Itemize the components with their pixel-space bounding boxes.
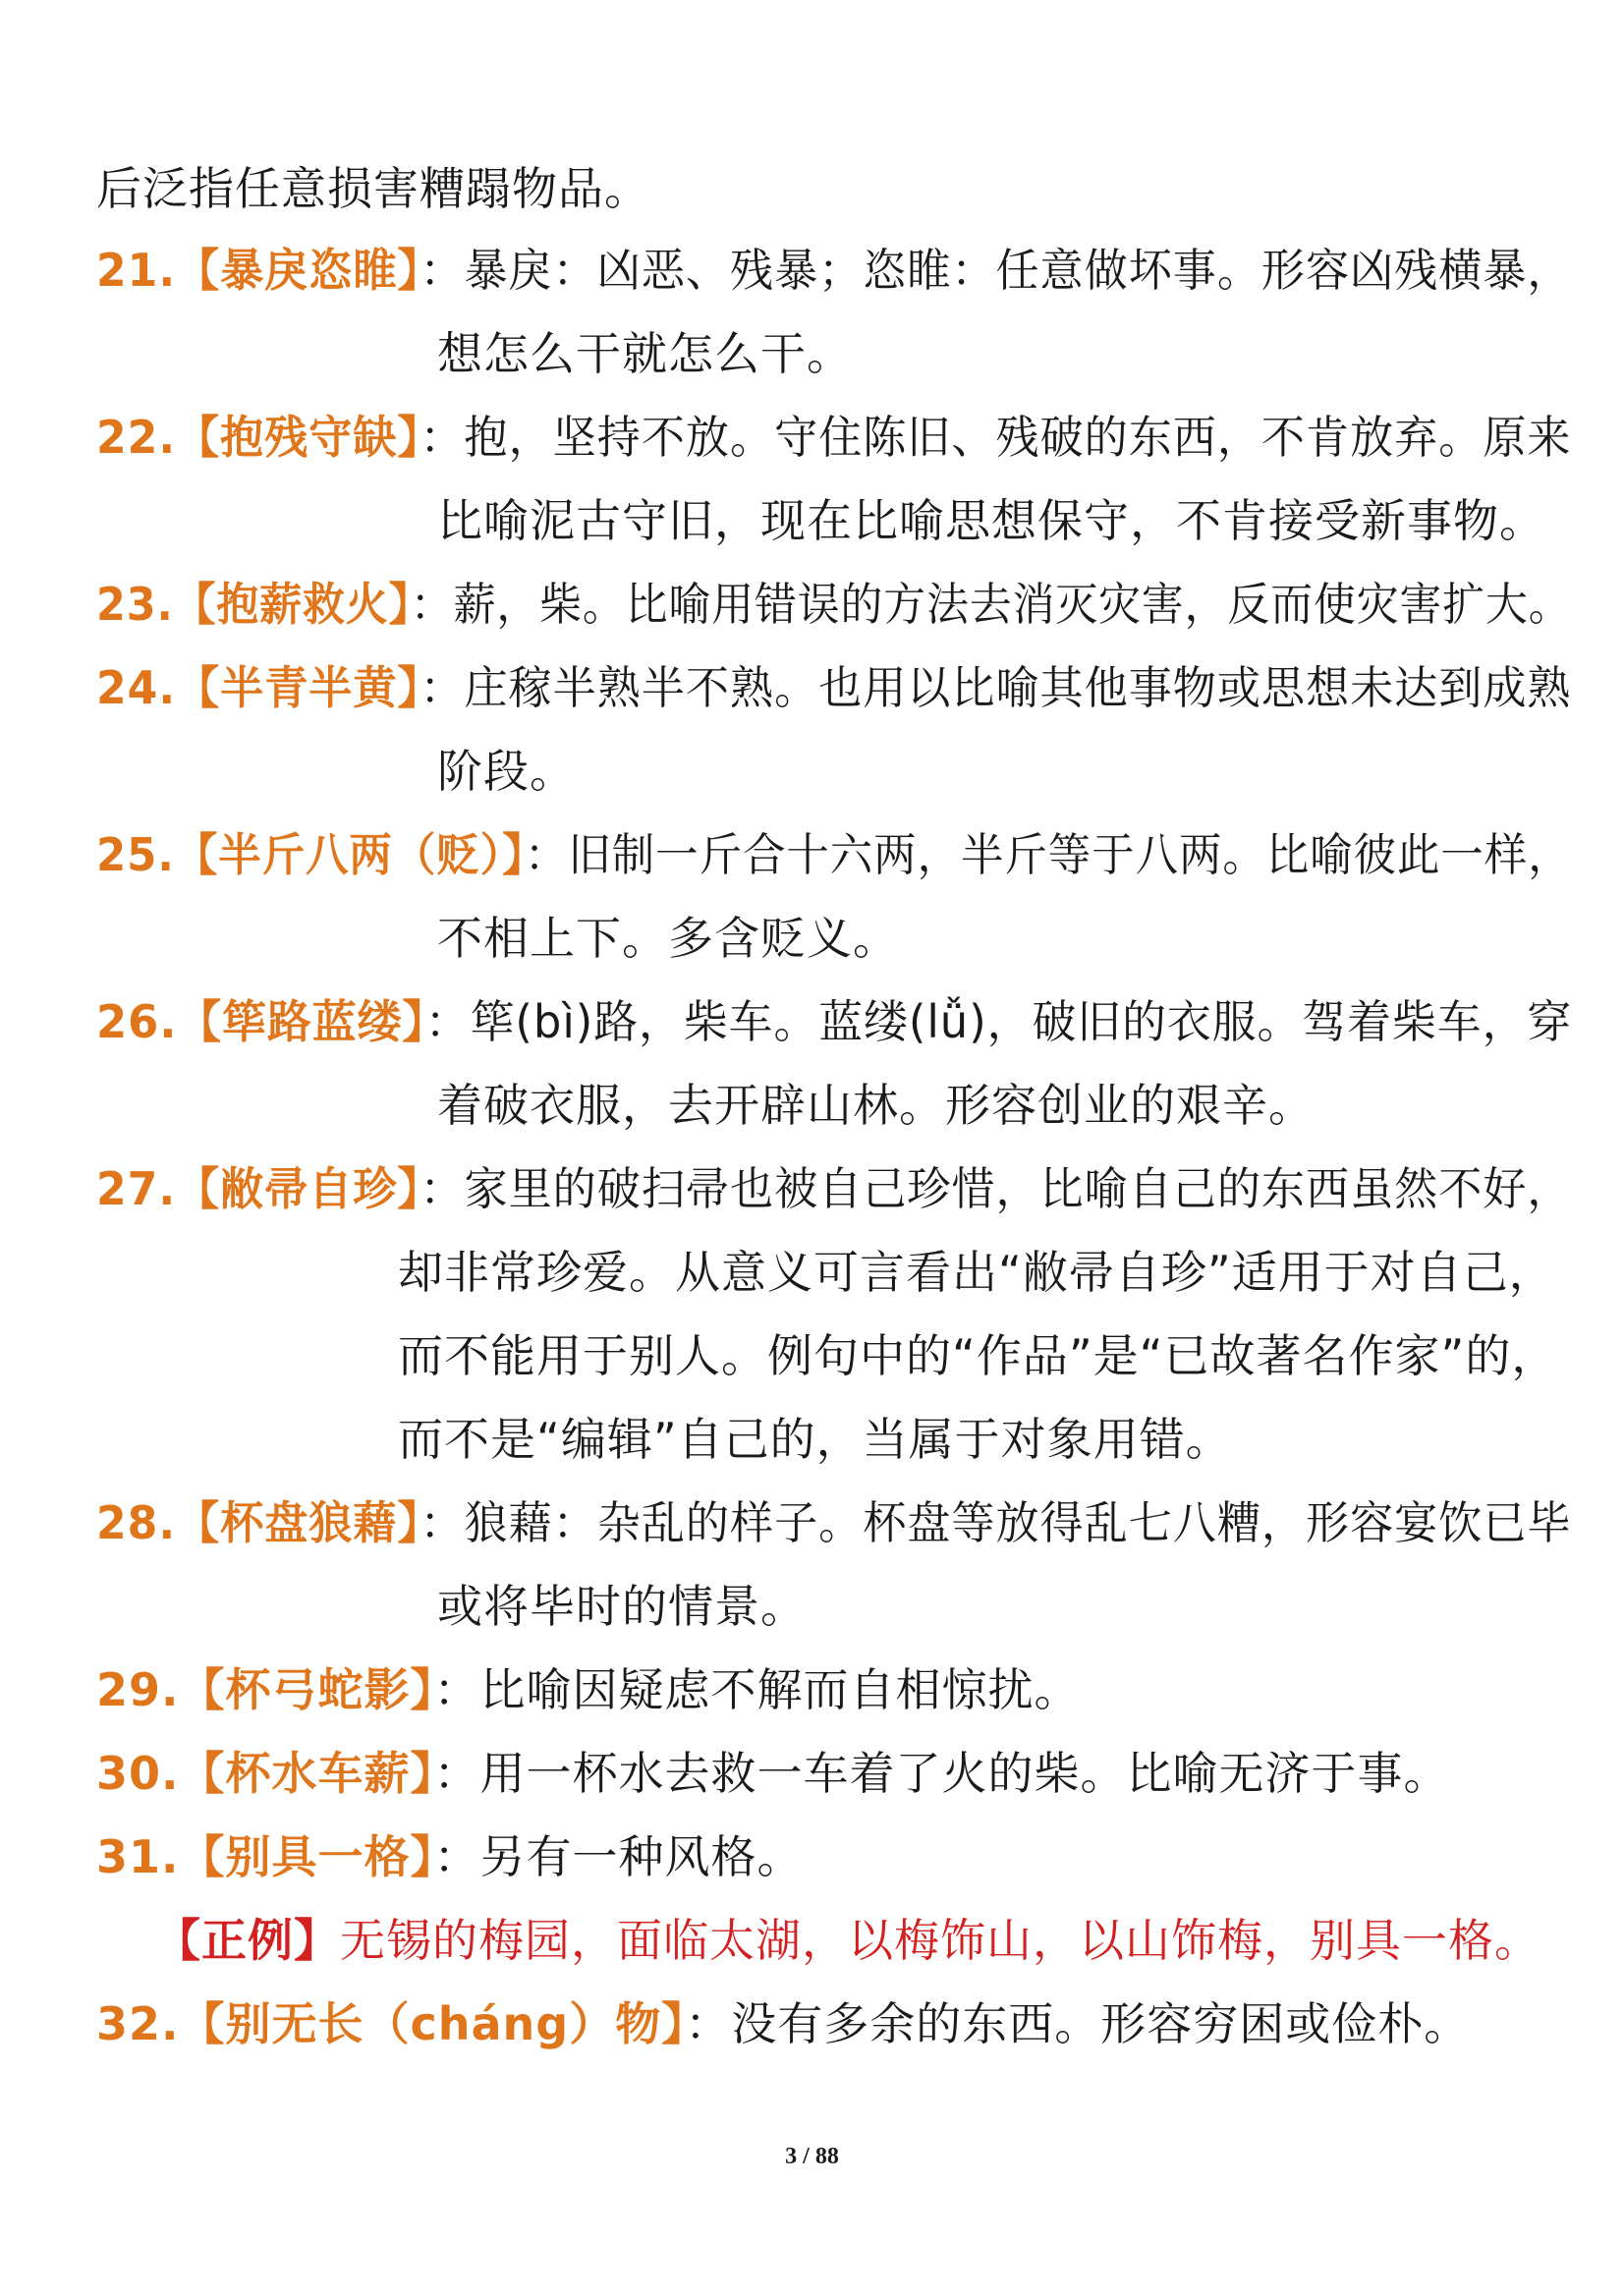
entry-31-line-1	[96, 1827, 804, 1886]
entry-27-definition: ：家里的破扫帚也被自己珍惜，比喻自己的东西虽然不好，	[420, 1162, 1572, 1215]
example-line	[155, 1911, 1540, 1970]
entry-28-term: 28.【杯盘狼藉】	[96, 1496, 420, 1549]
entry-26-line-2: 着破衣服，去开辟山林。形容创业的艰辛。	[437, 1079, 1315, 1132]
entry-28-definition: ：狼藉：杂乱的样子。杯盘等放得乱七八糟，形容宴饮已毕	[420, 1496, 1572, 1549]
entry-25-term: 25.【半斤八两（贬）】	[96, 828, 525, 881]
entry-24-definition: ：庄稼半熟半不熟。也用以比喻其他事物或思想未达到成熟	[420, 661, 1572, 714]
entry-27-line-1	[96, 1159, 1571, 1218]
entry-24-line-2: 阶段。	[437, 745, 576, 798]
entry-32-line-1	[96, 1994, 1470, 2053]
entry-21-line-2: 想怎么干就怎么干。	[437, 327, 853, 380]
entry-29-term: 29.【杯弓蛇影】	[96, 1663, 434, 1716]
entry-28-line-1	[96, 1493, 1571, 1552]
entry-28-line-2: 或将毕时的情景。	[437, 1580, 807, 1633]
entry-24-line-1	[96, 658, 1571, 717]
entry-25-line-1	[96, 825, 1572, 884]
entry-32-term: 32.【别无长（cháng）物】	[96, 1997, 686, 2050]
entry-25-line-2: 不相上下。多含贬义。	[437, 912, 899, 965]
entry-29-line-1	[96, 1660, 1081, 1719]
entry-27-term: 27.【敝帚自珍】	[96, 1162, 420, 1215]
entry-23-term: 23.【抱薪救火】	[96, 578, 411, 631]
entry-32-definition: ：没有多余的东西。形容穷困或俭朴。	[685, 1997, 1471, 2050]
example-tag: 【正例】	[155, 1914, 340, 1967]
entry-30-line-1	[96, 1744, 1450, 1803]
entry-27-line-4: 而不是“编辑”自己的，当属于对象用错。	[398, 1413, 1232, 1466]
entry-27-line-2: 却非常珍爱。从意义可言看出“敝帚自珍”适用于对自己，	[398, 1246, 1555, 1299]
entry-27-line-3: 而不能用于别人。例句中的“作品”是“已故著名作家”的，	[398, 1329, 1558, 1382]
entry-26-line-1	[96, 992, 1572, 1051]
entry-22-line-2: 比喻泥古守旧，现在比喻思想保守，不肯接受新事物。	[437, 494, 1545, 547]
entry-23-definition: ：薪，柴。比喻用错误的方法去消灭灾害，反而使灾害扩大。	[410, 578, 1572, 631]
entry-29-definition: ：比喻因疑虑不解而自相惊扰。	[433, 1663, 1081, 1716]
entry-23-line-1	[96, 575, 1572, 634]
entry-21-term: 21.【暴戾恣睢】	[96, 244, 420, 297]
entry-30-term: 30.【杯水车薪】	[96, 1747, 434, 1800]
entry-21-line-1	[96, 241, 1571, 300]
entry-22-term: 22.【抱残守缺】	[96, 411, 420, 464]
intro-line: 后泛指任意损害糟蹋物品。	[96, 162, 650, 215]
example-text: 无锡的梅园，面临太湖，以梅饰山，以山饰梅，别具一格。	[340, 1914, 1540, 1967]
entry-26-definition: ：筚(bì)路，柴车。蓝缕(lǚ)，破旧的衣服。驾着柴车，穿	[424, 995, 1573, 1048]
entry-21-definition: ：暴戾：凶恶、残暴；恣睢：任意做坏事。形容凶残横暴，	[420, 244, 1572, 297]
entry-30-definition: ：用一杯水去救一车着了火的柴。比喻无济于事。	[433, 1747, 1450, 1800]
entry-24-term: 24.【半青半黄】	[96, 661, 420, 714]
entry-25-definition: ：旧制一斤合十六两，半斤等于八两。比喻彼此一样，	[524, 828, 1572, 881]
entry-26-term: 26.【筚路蓝缕】	[96, 995, 425, 1048]
entry-31-definition: ：另有一种风格。	[433, 1830, 804, 1883]
entry-31-term: 31.【别具一格】	[96, 1830, 434, 1883]
entry-22-line-1	[96, 408, 1571, 467]
page-number: 3 / 88	[785, 2144, 839, 2169]
entry-22-definition: ：抱，坚持不放。守住陈旧、残破的东西，不肯放弃。原来	[420, 411, 1572, 464]
